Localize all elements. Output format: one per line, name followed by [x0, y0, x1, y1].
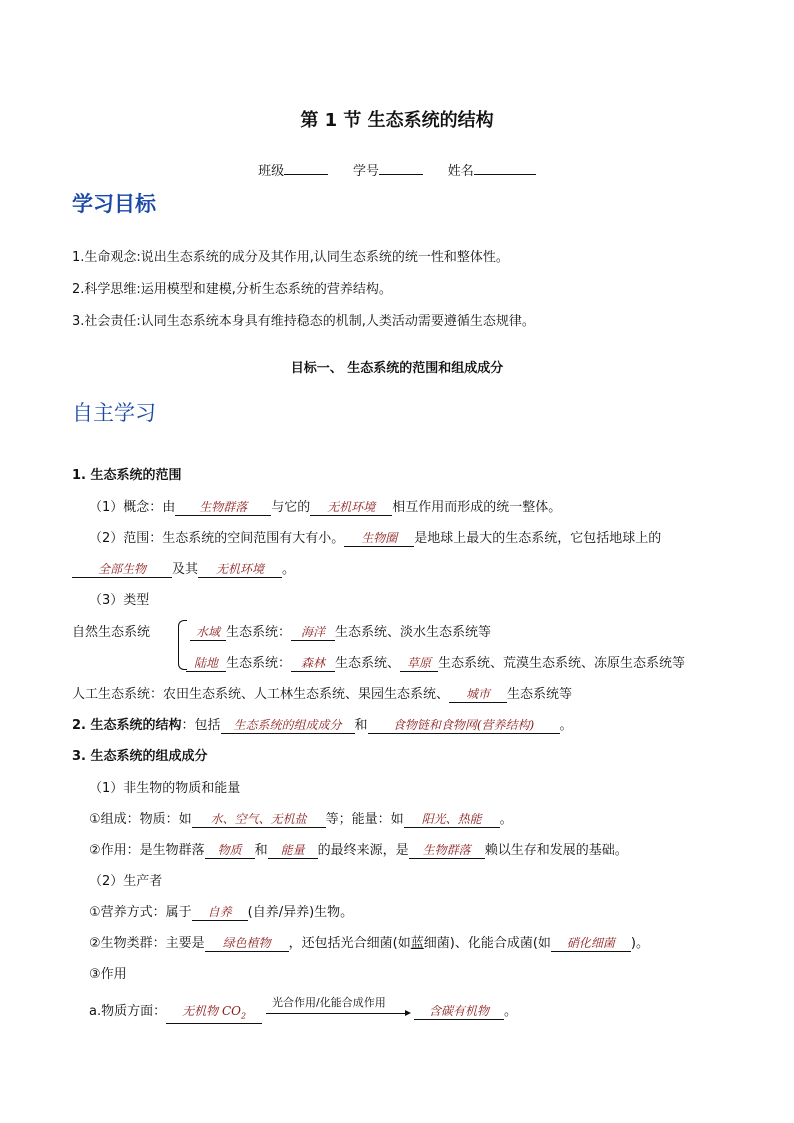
fill-biosphere[interactable]: 生物圈	[344, 531, 414, 547]
fill-autotroph[interactable]: 自养	[192, 905, 248, 921]
fill-biocommunity-2[interactable]: 生物群落	[409, 843, 485, 859]
section3-title: 3. 生态系统的组成成分	[72, 749, 208, 764]
fill-green-plants[interactable]: 绿色植物	[205, 936, 289, 952]
nonliving-label: （1）非生物的物质和能量	[89, 781, 241, 796]
producer-label: （2）生产者	[89, 874, 163, 889]
composition-line: ①组成：物质：如 水、空气、无机盐 等；能量：如 阳光、热能 。	[89, 812, 513, 827]
fill-abiotic-env[interactable]: 无机环境	[310, 500, 392, 516]
goal-one-title: 目标一、 生态系统的范围和组成成分	[290, 361, 504, 376]
arrow-head-icon	[405, 1010, 411, 1016]
section2-title: 2. 生态系统的结构	[72, 718, 182, 733]
class-info	[0, 160, 794, 179]
number-blank[interactable]	[379, 162, 423, 175]
fill-city[interactable]: 城市	[449, 687, 507, 703]
learning-goals-heading: 学习目标	[72, 192, 156, 216]
class-label: 班级	[258, 164, 285, 179]
fill-ocean[interactable]: 海洋	[291, 625, 335, 641]
fill-sunlight-heat[interactable]: 阳光、热能	[404, 812, 500, 828]
emph-blue: 蓝	[410, 936, 424, 951]
name-blank[interactable]	[474, 162, 536, 175]
scope-line-2: 全部生物 及其 无机环境 。	[72, 561, 295, 579]
water-ecosystem-line: 水域 生态系统： 海洋 生态系统、淡水生态系统等	[190, 624, 491, 642]
fill-grassland[interactable]: 草原	[400, 656, 438, 672]
fill-forest[interactable]: 森林	[291, 656, 335, 672]
fill-energy[interactable]: 能量	[268, 843, 318, 859]
fill-food-web[interactable]: 食物链和食物网(营养结构)	[368, 718, 560, 734]
producer-types-line: ②生物类群：主要是 绿色植物 ，还包括光合细菌(如蓝细菌)、化能合成菌(如 硝化细菌 )。	[89, 936, 649, 951]
fill-abiotic-env-2[interactable]: 无机环境	[198, 562, 282, 578]
fill-carbon-organics[interactable]: 含碳有机物	[414, 1004, 504, 1020]
types-label: （3）类型	[89, 593, 150, 608]
page-title: 第 1 节 生态系统的结构	[300, 110, 494, 131]
scope-line: （2）范围：生态系统的空间范围有大有小。 生物圈 是地球上最大的生态系统，它包括地球上的	[89, 531, 662, 546]
goal-item-2: 2.科学思维:运用模型和建模,分析生态系统的营养结构。	[72, 282, 392, 297]
goal-item-3: 3.社会责任:认同生态系统本身具有维持稳态的机制,人类活动需要遵循生态规律。	[72, 314, 535, 329]
section1-title: 1. 生态系统的范围	[72, 468, 182, 483]
goal-item-1: 1.生命观念:说出生态系统的成分及其作用,认同生态系统的统一性和整体性。	[72, 250, 509, 265]
nutrition-line: ①营养方式：属于 自养 (自养/异养)生物。	[89, 905, 354, 920]
fill-water-air-salts[interactable]: 水、空气、无机盐	[192, 812, 326, 828]
fill-nitrifying-bacteria[interactable]: 硝化细菌	[551, 936, 631, 952]
natural-ecosystem-label: 自然生态系统	[72, 625, 151, 640]
material-line-2: 含碳有机物 。	[414, 1003, 517, 1021]
material-line: a.物质方面： 无机物 $CO_2$	[89, 1003, 262, 1024]
fill-all-organisms[interactable]: 全部生物	[72, 562, 172, 578]
class-blank[interactable]	[284, 162, 328, 175]
number-label: 学号	[352, 164, 379, 179]
fill-inorganic-co2[interactable]: 无机物 $CO_2$	[166, 1004, 262, 1024]
self-study-heading: 自主学习	[72, 401, 156, 425]
fill-water-area[interactable]: 水域	[190, 625, 226, 641]
section2-line: 2. 生态系统的结构：包括 生态系统的组成成分 和 食物链和食物网(营养结构) 。	[72, 718, 573, 733]
concept-line: （1）概念：由 生物群落 与它的 无机环境 相互作用而形成的统一整体。	[89, 500, 562, 515]
fill-matter[interactable]: 物质	[205, 843, 255, 859]
arrow-label: 光合作用/化能合成作用	[272, 996, 386, 1009]
role-label: ③作用	[89, 967, 127, 982]
artificial-ecosystem-line: 人工生态系统：农田生态系统、人工林生态系统、果园生态系统、 城市 生态系统等	[72, 687, 573, 702]
function-line: ②作用：是生物群落 物质 和 能量 的最终来源，是 生物群落 赖以生存和发展的基础。	[89, 843, 628, 858]
land-ecosystem-line: 陆地 生态系统： 森林 生态系统、 草原 生态系统、荒漠生态系统、冻原生态系统等	[186, 655, 685, 673]
fill-biocommunity[interactable]: 生物群落	[175, 500, 271, 516]
arrow-line	[266, 1013, 406, 1014]
fill-land[interactable]: 陆地	[186, 656, 226, 672]
fill-components[interactable]: 生态系统的组成成分	[221, 718, 355, 734]
name-label: 姓名	[447, 164, 474, 179]
